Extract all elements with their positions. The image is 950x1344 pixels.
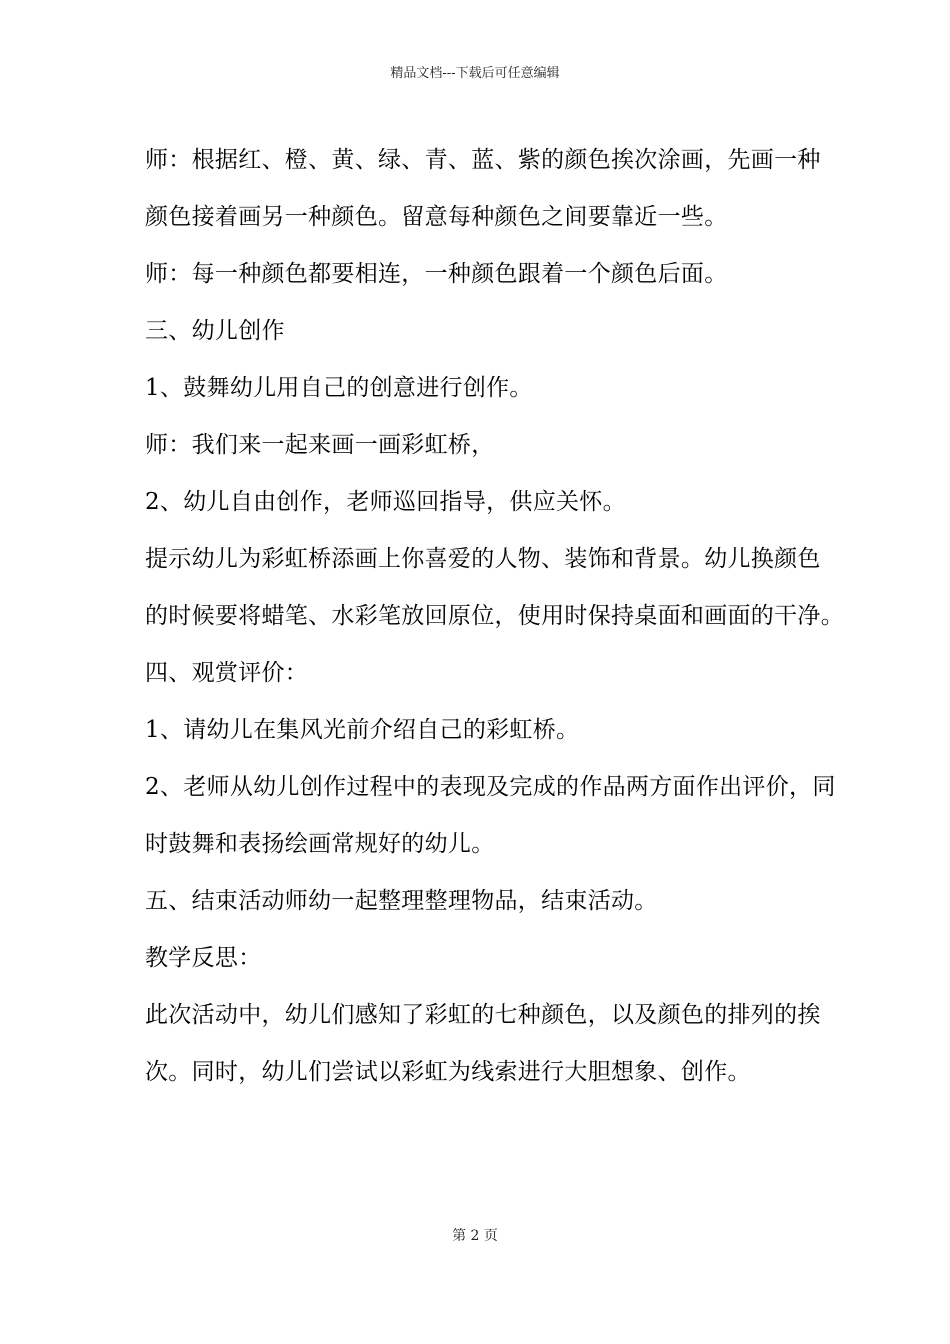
section-heading: 五、结束活动师幼一起整理整理物品，结束活动。 <box>145 888 658 914</box>
paragraph-line: 2、老师从幼儿创作过程中的表现及完成的作品两方面作出评价，同 <box>145 774 836 800</box>
paragraph-line: 次。同时，幼儿们尝试以彩虹为线索进行大胆想象、创作。 <box>145 1059 751 1085</box>
section-heading: 教学反思： <box>145 945 262 971</box>
paragraph-line: 颜色接着画另一种颜色。留意每种颜色之间要靠近一些。 <box>145 204 728 230</box>
paragraph-line: 提示幼儿为彩虹桥添画上你喜爱的人物、装饰和背景。幼儿换颜色 <box>145 546 821 572</box>
paragraph-line: 1、请幼儿在集风光前介绍自己的彩虹桥。 <box>145 717 580 743</box>
paragraph-line: 师：我们来一起来画一画彩虹桥， <box>145 432 495 458</box>
paragraph-line: 师：根据红、橙、黄、绿、青、蓝、紫的颜色挨次涂画，先画一种 <box>145 147 821 173</box>
page-number: 第 2 页 <box>452 1228 498 1244</box>
document-body <box>145 132 844 1101</box>
paragraph-line: 2、幼儿自由创作，老师巡回指导，供应关怀。 <box>145 489 626 515</box>
paragraph-line: 此次活动中，幼儿们感知了彩虹的七种颜色，以及颜色的排列的挨 <box>145 1002 821 1028</box>
page-footer <box>0 1227 950 1245</box>
header-text: 精品文档---下载后可任意编辑 <box>390 66 560 81</box>
paragraph-line: 时鼓舞和表扬绘画常规好的幼儿。 <box>145 831 495 857</box>
paragraph-line: 的时候要将蜡笔、水彩笔放回原位，使用时保持桌面和画面的干净。 <box>145 603 844 629</box>
section-heading: 四、观赏评价： <box>145 660 309 686</box>
page-header <box>0 66 950 82</box>
paragraph-line: 师：每一种颜色都要相连，一种颜色跟着一个颜色后面。 <box>145 261 728 287</box>
section-heading: 三、幼儿创作 <box>145 318 285 344</box>
paragraph-line: 1、鼓舞幼儿用自己的创意进行创作。 <box>145 375 533 401</box>
